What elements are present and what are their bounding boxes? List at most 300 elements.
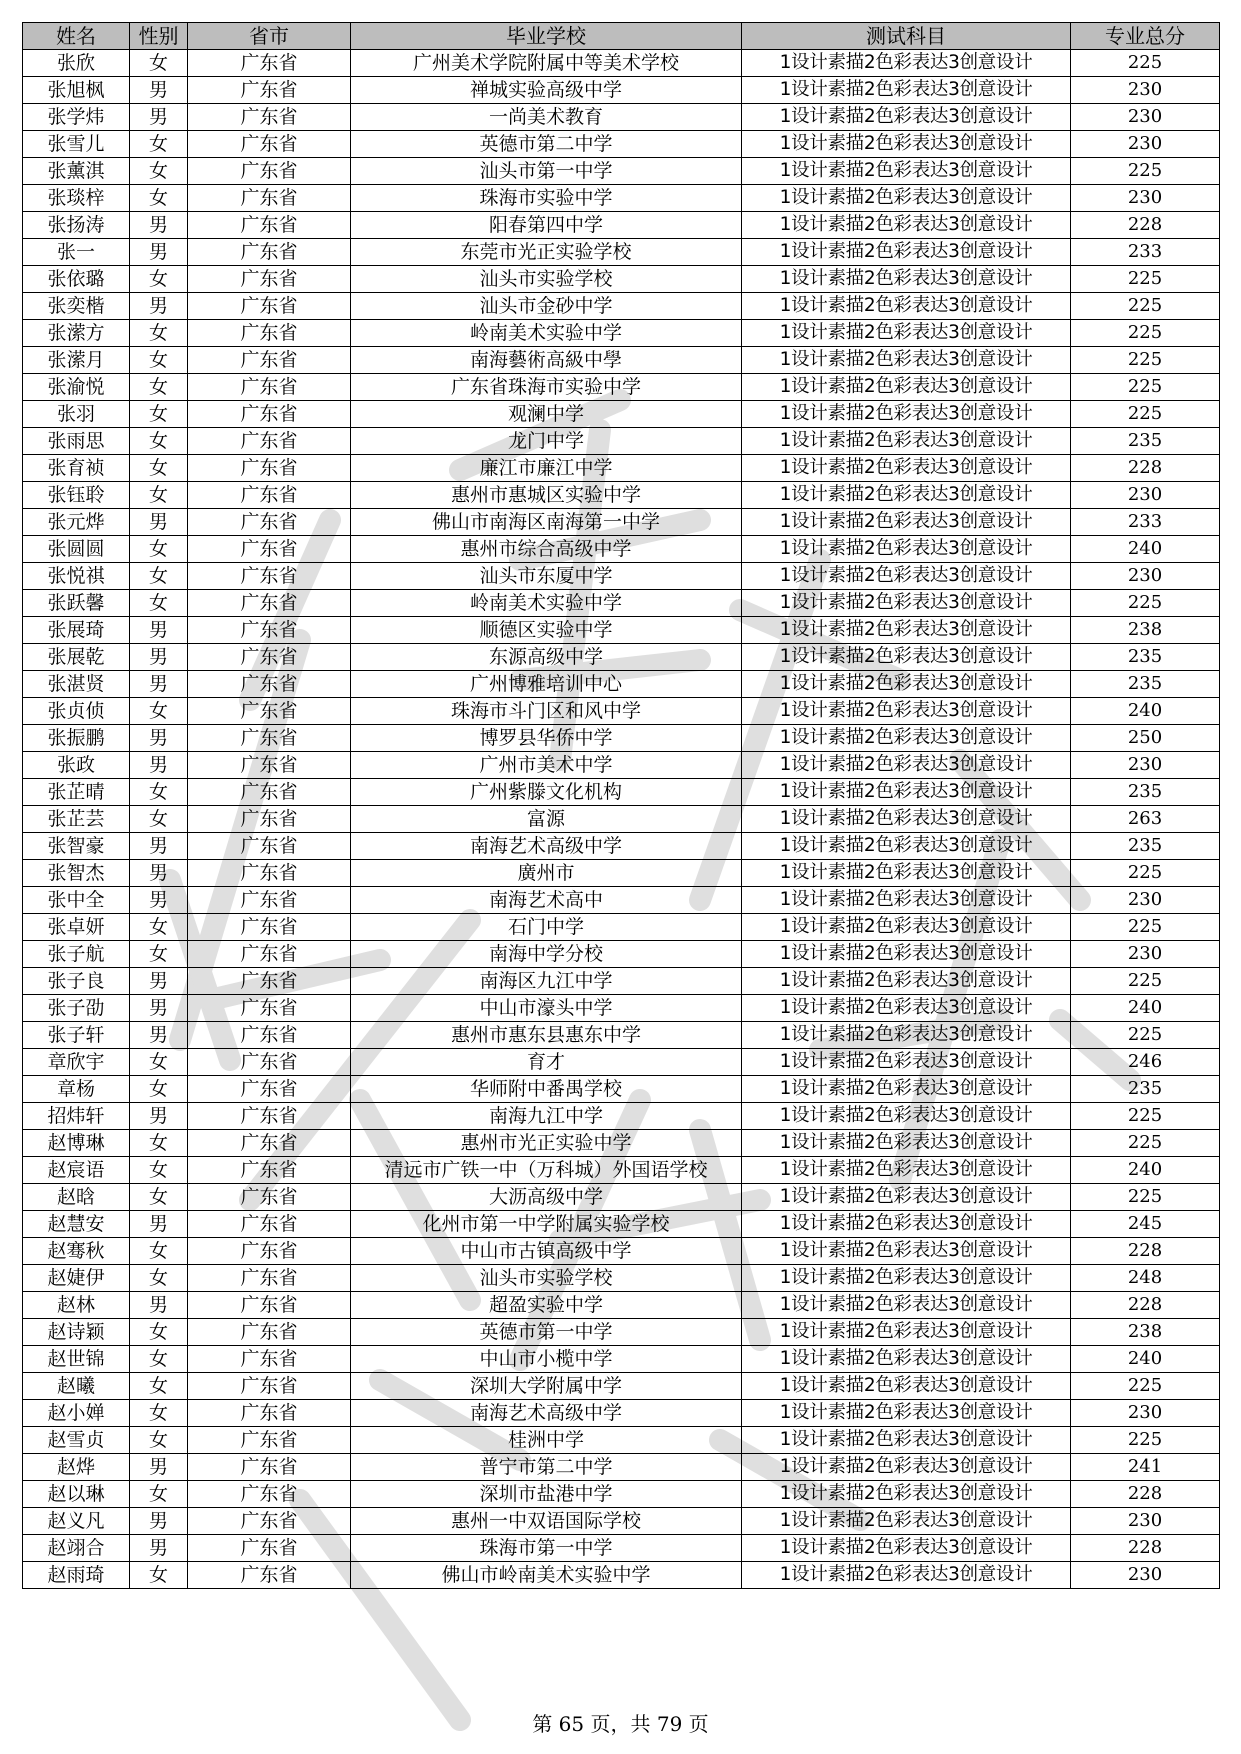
table-row — [23, 1427, 1220, 1454]
table-row — [23, 941, 1220, 968]
cell-gender: 男 — [130, 887, 188, 914]
cell-school: 一尚美术教育 — [351, 104, 742, 131]
cell-subjects: 1设计素描2色彩表达3创意设计 — [742, 1184, 1071, 1211]
table-row — [23, 1238, 1220, 1265]
cell-subjects: 1设计素描2色彩表达3创意设计 — [742, 1292, 1071, 1319]
table-row — [23, 293, 1220, 320]
cell-score: 225 — [1071, 1184, 1220, 1211]
cell-name: 张智杰 — [23, 860, 130, 887]
cell-subjects: 1设计素描2色彩表达3创意设计 — [742, 752, 1071, 779]
cell-name: 赵婕伊 — [23, 1265, 130, 1292]
cell-province: 广东省 — [188, 752, 351, 779]
cell-province: 广东省 — [188, 914, 351, 941]
cell-subjects: 1设计素描2色彩表达3创意设计 — [742, 77, 1071, 104]
cell-subjects: 1设计素描2色彩表达3创意设计 — [742, 698, 1071, 725]
cell-school: 南海九江中学 — [351, 1103, 742, 1130]
cell-gender: 女 — [130, 158, 188, 185]
cell-province: 广东省 — [188, 1346, 351, 1373]
cell-subjects: 1设计素描2色彩表达3创意设计 — [742, 1319, 1071, 1346]
cell-gender: 女 — [130, 482, 188, 509]
cell-score: 228 — [1071, 1535, 1220, 1562]
table-row — [23, 644, 1220, 671]
cell-name: 张渝悦 — [23, 374, 130, 401]
cell-gender: 女 — [130, 779, 188, 806]
cell-gender: 男 — [130, 617, 188, 644]
table-row — [23, 482, 1220, 509]
cell-score: 228 — [1071, 1238, 1220, 1265]
cell-subjects: 1设计素描2色彩表达3创意设计 — [742, 509, 1071, 536]
cell-score: 235 — [1071, 833, 1220, 860]
cell-gender: 男 — [130, 1103, 188, 1130]
cell-school: 惠州市综合高级中学 — [351, 536, 742, 563]
cell-school: 广州市美术中学 — [351, 752, 742, 779]
cell-score: 228 — [1071, 455, 1220, 482]
cell-school: 惠州一中双语国际学校 — [351, 1508, 742, 1535]
cell-gender: 男 — [130, 1508, 188, 1535]
cell-province: 广东省 — [188, 833, 351, 860]
cell-subjects: 1设计素描2色彩表达3创意设计 — [742, 833, 1071, 860]
table-row — [23, 1319, 1220, 1346]
cell-school: 南海区九江中学 — [351, 968, 742, 995]
cell-school: 南海藝術高級中學 — [351, 347, 742, 374]
cell-score: 240 — [1071, 995, 1220, 1022]
cell-subjects: 1设计素描2色彩表达3创意设计 — [742, 185, 1071, 212]
cell-province: 广东省 — [188, 1130, 351, 1157]
cell-subjects: 1设计素描2色彩表达3创意设计 — [742, 725, 1071, 752]
table-row — [23, 1400, 1220, 1427]
cell-province: 广东省 — [188, 185, 351, 212]
cell-name: 张政 — [23, 752, 130, 779]
cell-province: 广东省 — [188, 158, 351, 185]
cell-school: 惠州市惠城区实验中学 — [351, 482, 742, 509]
cell-province: 广东省 — [188, 1076, 351, 1103]
cell-name: 张贞侦 — [23, 698, 130, 725]
cell-subjects: 1设计素描2色彩表达3创意设计 — [742, 347, 1071, 374]
cell-school: 华师附中番禺学校 — [351, 1076, 742, 1103]
cell-school: 化州市第一中学附属实验学校 — [351, 1211, 742, 1238]
cell-school: 佛山市岭南美术实验中学 — [351, 1562, 742, 1589]
cell-province: 广东省 — [188, 887, 351, 914]
cell-name: 张湛贤 — [23, 671, 130, 698]
cell-subjects: 1设计素描2色彩表达3创意设计 — [742, 1211, 1071, 1238]
cell-province: 广东省 — [188, 563, 351, 590]
cell-name: 张扬涛 — [23, 212, 130, 239]
cell-score: 225 — [1071, 968, 1220, 995]
cell-school: 佛山市南海区南海第一中学 — [351, 509, 742, 536]
cell-subjects: 1设计素描2色彩表达3创意设计 — [742, 239, 1071, 266]
cell-name: 赵烨 — [23, 1454, 130, 1481]
cell-subjects: 1设计素描2色彩表达3创意设计 — [742, 1535, 1071, 1562]
cell-province: 广东省 — [188, 1373, 351, 1400]
table-row — [23, 1535, 1220, 1562]
table-row — [23, 131, 1220, 158]
cell-school: 大沥高级中学 — [351, 1184, 742, 1211]
cell-score: 235 — [1071, 671, 1220, 698]
cell-school: 普宁市第二中学 — [351, 1454, 742, 1481]
cell-subjects: 1设计素描2色彩表达3创意设计 — [742, 995, 1071, 1022]
cell-subjects: 1设计素描2色彩表达3创意设计 — [742, 536, 1071, 563]
cell-subjects: 1设计素描2色彩表达3创意设计 — [742, 158, 1071, 185]
cell-score: 245 — [1071, 1211, 1220, 1238]
cell-name: 张薰淇 — [23, 158, 130, 185]
cell-score: 225 — [1071, 1022, 1220, 1049]
cell-gender: 女 — [130, 590, 188, 617]
table-row — [23, 833, 1220, 860]
cell-province: 广东省 — [188, 1049, 351, 1076]
cell-name: 赵宸语 — [23, 1157, 130, 1184]
cell-school: 广东省珠海市实验中学 — [351, 374, 742, 401]
cell-score: 238 — [1071, 617, 1220, 644]
cell-score: 235 — [1071, 644, 1220, 671]
cell-score: 230 — [1071, 752, 1220, 779]
cell-name: 张元烨 — [23, 509, 130, 536]
cell-name: 张一 — [23, 239, 130, 266]
cell-school: 珠海市实验中学 — [351, 185, 742, 212]
header-gender: 性别 — [130, 23, 188, 50]
table-row — [23, 158, 1220, 185]
cell-gender: 男 — [130, 752, 188, 779]
cell-school: 博罗县华侨中学 — [351, 725, 742, 752]
cell-school: 清远市广铁一中（万科城）外国语学校 — [351, 1157, 742, 1184]
table-row — [23, 77, 1220, 104]
cell-subjects: 1设计素描2色彩表达3创意设计 — [742, 50, 1071, 77]
cell-subjects: 1设计素描2色彩表达3创意设计 — [742, 1265, 1071, 1292]
cell-province: 广东省 — [188, 1103, 351, 1130]
cell-score: 230 — [1071, 482, 1220, 509]
cell-subjects: 1设计素描2色彩表达3创意设计 — [742, 401, 1071, 428]
cell-gender: 男 — [130, 860, 188, 887]
cell-score: 235 — [1071, 428, 1220, 455]
cell-province: 广东省 — [188, 50, 351, 77]
cell-gender: 女 — [130, 347, 188, 374]
cell-name: 张智豪 — [23, 833, 130, 860]
cell-subjects: 1设计素描2色彩表达3创意设计 — [742, 644, 1071, 671]
cell-school: 深圳市盐港中学 — [351, 1481, 742, 1508]
cell-school: 广州美术学院附属中等美术学校 — [351, 50, 742, 77]
cell-province: 广东省 — [188, 1238, 351, 1265]
cell-name: 赵以琳 — [23, 1481, 130, 1508]
cell-gender: 女 — [130, 131, 188, 158]
cell-gender: 女 — [130, 914, 188, 941]
cell-subjects: 1设计素描2色彩表达3创意设计 — [742, 104, 1071, 131]
cell-subjects: 1设计素描2色彩表达3创意设计 — [742, 1427, 1071, 1454]
cell-school: 育才 — [351, 1049, 742, 1076]
cell-province: 广东省 — [188, 644, 351, 671]
cell-province: 广东省 — [188, 1535, 351, 1562]
cell-name: 赵林 — [23, 1292, 130, 1319]
cell-gender: 男 — [130, 1454, 188, 1481]
cell-name: 张芷芸 — [23, 806, 130, 833]
table-row — [23, 320, 1220, 347]
cell-score: 225 — [1071, 293, 1220, 320]
cell-score: 225 — [1071, 1373, 1220, 1400]
cell-gender: 女 — [130, 401, 188, 428]
cell-gender: 男 — [130, 293, 188, 320]
cell-gender: 女 — [130, 455, 188, 482]
cell-subjects: 1设计素描2色彩表达3创意设计 — [742, 671, 1071, 698]
cell-province: 广东省 — [188, 374, 351, 401]
cell-school: 惠州市光正实验中学 — [351, 1130, 742, 1157]
cell-subjects: 1设计素描2色彩表达3创意设计 — [742, 374, 1071, 401]
cell-subjects: 1设计素描2色彩表达3创意设计 — [742, 1508, 1071, 1535]
table-row — [23, 779, 1220, 806]
cell-gender: 女 — [130, 1562, 188, 1589]
cell-school: 富源 — [351, 806, 742, 833]
cell-school: 汕头市金砂中学 — [351, 293, 742, 320]
cell-score: 230 — [1071, 185, 1220, 212]
cell-subjects: 1设计素描2色彩表达3创意设计 — [742, 1400, 1071, 1427]
table-body — [23, 50, 1220, 1589]
cell-score: 230 — [1071, 1508, 1220, 1535]
cell-province: 广东省 — [188, 293, 351, 320]
cell-school: 中山市小榄中学 — [351, 1346, 742, 1373]
header-name: 姓名 — [23, 23, 130, 50]
cell-score: 241 — [1071, 1454, 1220, 1481]
cell-name: 张琰梓 — [23, 185, 130, 212]
cell-gender: 男 — [130, 833, 188, 860]
table-row — [23, 1481, 1220, 1508]
cell-score: 230 — [1071, 131, 1220, 158]
cell-school: 禅城实验高级中学 — [351, 77, 742, 104]
cell-gender: 女 — [130, 50, 188, 77]
cell-name: 张钰聆 — [23, 482, 130, 509]
cell-province: 广东省 — [188, 1022, 351, 1049]
table-row — [23, 347, 1220, 374]
cell-gender: 女 — [130, 1265, 188, 1292]
cell-subjects: 1设计素描2色彩表达3创意设计 — [742, 1022, 1071, 1049]
cell-name: 赵世锦 — [23, 1346, 130, 1373]
table-row — [23, 536, 1220, 563]
cell-gender: 男 — [130, 104, 188, 131]
table-row — [23, 860, 1220, 887]
cell-gender: 女 — [130, 1076, 188, 1103]
table-row — [23, 1292, 1220, 1319]
cell-score: 225 — [1071, 374, 1220, 401]
cell-gender: 男 — [130, 995, 188, 1022]
cell-province: 广东省 — [188, 1157, 351, 1184]
cell-gender: 女 — [130, 1238, 188, 1265]
cell-score: 240 — [1071, 1346, 1220, 1373]
cell-province: 广东省 — [188, 536, 351, 563]
cell-school: 南海艺术高级中学 — [351, 833, 742, 860]
cell-name: 张圆圆 — [23, 536, 130, 563]
cell-province: 广东省 — [188, 401, 351, 428]
cell-score: 225 — [1071, 1103, 1220, 1130]
cell-province: 广东省 — [188, 1319, 351, 1346]
cell-province: 广东省 — [188, 347, 351, 374]
cell-school: 珠海市斗门区和风中学 — [351, 698, 742, 725]
cell-name: 赵翊合 — [23, 1535, 130, 1562]
table-row — [23, 590, 1220, 617]
cell-gender: 女 — [130, 1346, 188, 1373]
table-row — [23, 1265, 1220, 1292]
cell-province: 广东省 — [188, 131, 351, 158]
cell-gender: 男 — [130, 509, 188, 536]
cell-name: 赵慧安 — [23, 1211, 130, 1238]
score-table — [22, 22, 1220, 1589]
table-row — [23, 806, 1220, 833]
table-row — [23, 1211, 1220, 1238]
table-row — [23, 1346, 1220, 1373]
cell-province: 广东省 — [188, 941, 351, 968]
cell-province: 广东省 — [188, 320, 351, 347]
cell-province: 广东省 — [188, 1265, 351, 1292]
cell-province: 广东省 — [188, 455, 351, 482]
table-row — [23, 1130, 1220, 1157]
cell-subjects: 1设计素描2色彩表达3创意设计 — [742, 1130, 1071, 1157]
cell-score: 233 — [1071, 239, 1220, 266]
cell-gender: 女 — [130, 1049, 188, 1076]
table-row — [23, 455, 1220, 482]
cell-gender: 男 — [130, 1292, 188, 1319]
cell-score: 228 — [1071, 212, 1220, 239]
cell-score: 263 — [1071, 806, 1220, 833]
cell-name: 赵晗 — [23, 1184, 130, 1211]
cell-school: 超盈实验中学 — [351, 1292, 742, 1319]
cell-gender: 女 — [130, 941, 188, 968]
cell-score: 230 — [1071, 104, 1220, 131]
cell-gender: 女 — [130, 1400, 188, 1427]
cell-name: 张雨思 — [23, 428, 130, 455]
cell-score: 225 — [1071, 158, 1220, 185]
table-row — [23, 509, 1220, 536]
cell-gender: 女 — [130, 536, 188, 563]
cell-province: 广东省 — [188, 1184, 351, 1211]
cell-subjects: 1设计素描2色彩表达3创意设计 — [742, 1481, 1071, 1508]
table-row — [23, 671, 1220, 698]
cell-name: 张潆月 — [23, 347, 130, 374]
cell-gender: 女 — [130, 1130, 188, 1157]
cell-school: 惠州市惠东县惠东中学 — [351, 1022, 742, 1049]
cell-subjects: 1设计素描2色彩表达3创意设计 — [742, 212, 1071, 239]
table-header-row — [23, 23, 1220, 50]
cell-school: 阳春第四中学 — [351, 212, 742, 239]
cell-score: 235 — [1071, 779, 1220, 806]
cell-name: 张欣 — [23, 50, 130, 77]
header-score: 专业总分 — [1071, 23, 1220, 50]
cell-province: 广东省 — [188, 1508, 351, 1535]
cell-subjects: 1设计素描2色彩表达3创意设计 — [742, 1454, 1071, 1481]
cell-school: 广州博雅培训中心 — [351, 671, 742, 698]
cell-school: 英德市第二中学 — [351, 131, 742, 158]
cell-name: 张羽 — [23, 401, 130, 428]
cell-school: 顺德区实验中学 — [351, 617, 742, 644]
cell-gender: 女 — [130, 1373, 188, 1400]
cell-name: 张芷晴 — [23, 779, 130, 806]
cell-score: 225 — [1071, 266, 1220, 293]
cell-name: 招炜轩 — [23, 1103, 130, 1130]
cell-school: 东源高级中学 — [351, 644, 742, 671]
cell-province: 广东省 — [188, 428, 351, 455]
cell-name: 张子轩 — [23, 1022, 130, 1049]
cell-name: 张奕楷 — [23, 293, 130, 320]
table-row — [23, 1508, 1220, 1535]
cell-subjects: 1设计素描2色彩表达3创意设计 — [742, 455, 1071, 482]
cell-name: 章欣宇 — [23, 1049, 130, 1076]
cell-gender: 女 — [130, 1157, 188, 1184]
table-row — [23, 1049, 1220, 1076]
cell-school: 英德市第一中学 — [351, 1319, 742, 1346]
table-row — [23, 428, 1220, 455]
cell-school: 汕头市实验学校 — [351, 1265, 742, 1292]
cell-gender: 男 — [130, 1211, 188, 1238]
cell-province: 广东省 — [188, 725, 351, 752]
cell-school: 中山市濠头中学 — [351, 995, 742, 1022]
table-row — [23, 617, 1220, 644]
cell-score: 240 — [1071, 698, 1220, 725]
cell-name: 张子航 — [23, 941, 130, 968]
cell-subjects: 1设计素描2色彩表达3创意设计 — [742, 293, 1071, 320]
cell-province: 广东省 — [188, 617, 351, 644]
cell-score: 235 — [1071, 1076, 1220, 1103]
cell-name: 张依璐 — [23, 266, 130, 293]
cell-province: 广东省 — [188, 1400, 351, 1427]
cell-subjects: 1设计素描2色彩表达3创意设计 — [742, 320, 1071, 347]
cell-school: 汕头市东厦中学 — [351, 563, 742, 590]
table-row — [23, 239, 1220, 266]
cell-name: 张展乾 — [23, 644, 130, 671]
cell-subjects: 1设计素描2色彩表达3创意设计 — [742, 1157, 1071, 1184]
cell-province: 广东省 — [188, 806, 351, 833]
cell-name: 张子良 — [23, 968, 130, 995]
table-row — [23, 887, 1220, 914]
cell-school: 南海中学分校 — [351, 941, 742, 968]
cell-score: 225 — [1071, 860, 1220, 887]
cell-subjects: 1设计素描2色彩表达3创意设计 — [742, 860, 1071, 887]
header-school: 毕业学校 — [351, 23, 742, 50]
cell-gender: 女 — [130, 1184, 188, 1211]
cell-name: 赵博琳 — [23, 1130, 130, 1157]
cell-school: 南海艺术高中 — [351, 887, 742, 914]
table-row — [23, 1454, 1220, 1481]
table-row — [23, 212, 1220, 239]
cell-gender: 女 — [130, 1319, 188, 1346]
table-row — [23, 698, 1220, 725]
cell-province: 广东省 — [188, 590, 351, 617]
cell-score: 240 — [1071, 536, 1220, 563]
cell-subjects: 1设计素描2色彩表达3创意设计 — [742, 266, 1071, 293]
cell-school: 岭南美术实验中学 — [351, 320, 742, 347]
cell-subjects: 1设计素描2色彩表达3创意设计 — [742, 428, 1071, 455]
cell-gender: 男 — [130, 239, 188, 266]
cell-school: 岭南美术实验中学 — [351, 590, 742, 617]
cell-school: 广州紫滕文化机构 — [351, 779, 742, 806]
cell-name: 赵义凡 — [23, 1508, 130, 1535]
cell-name: 张展琦 — [23, 617, 130, 644]
cell-name: 张学炜 — [23, 104, 130, 131]
cell-score: 228 — [1071, 1481, 1220, 1508]
cell-name: 赵雪贞 — [23, 1427, 130, 1454]
table-row — [23, 1562, 1220, 1589]
table-row — [23, 1103, 1220, 1130]
cell-score: 225 — [1071, 914, 1220, 941]
cell-gender: 女 — [130, 1427, 188, 1454]
cell-subjects: 1设计素描2色彩表达3创意设计 — [742, 131, 1071, 158]
cell-name: 赵骞秋 — [23, 1238, 130, 1265]
cell-province: 广东省 — [188, 968, 351, 995]
cell-name: 张潆方 — [23, 320, 130, 347]
cell-score: 225 — [1071, 401, 1220, 428]
table-row — [23, 914, 1220, 941]
cell-school: 南海艺术高级中学 — [351, 1400, 742, 1427]
cell-name: 赵诗颖 — [23, 1319, 130, 1346]
cell-subjects: 1设计素描2色彩表达3创意设计 — [742, 482, 1071, 509]
cell-province: 广东省 — [188, 1562, 351, 1589]
cell-score: 246 — [1071, 1049, 1220, 1076]
cell-school: 龙门中学 — [351, 428, 742, 455]
cell-score: 228 — [1071, 1292, 1220, 1319]
table-row — [23, 401, 1220, 428]
